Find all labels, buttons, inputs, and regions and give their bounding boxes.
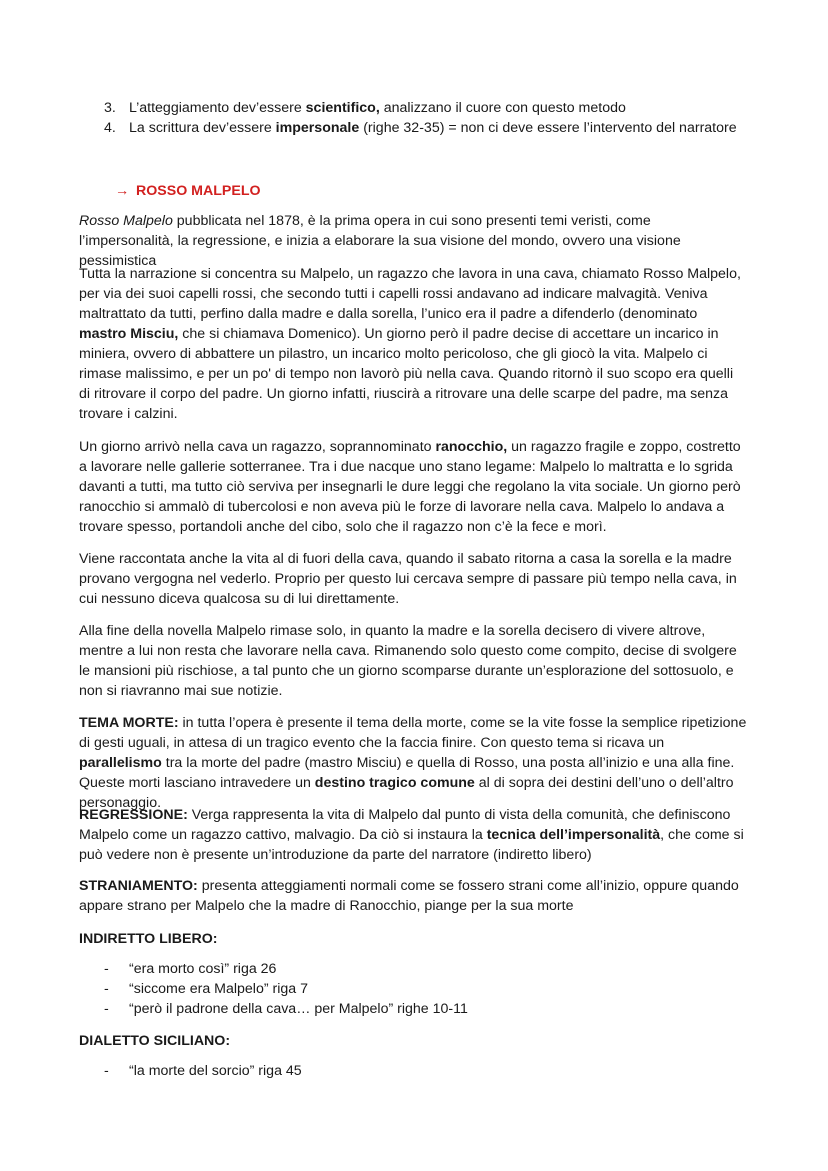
paragraph-regressione: REGRESSIONE: Verga rappresenta la vita di Malpelo dal punto di vista della comunità, che definiscono Malpelo come un ragazzo cattivo, malvagio. Da ciò si instaura la tecnica dell’impersonalità, che come si può vedere non è presente un’introduzione da parte del narratore (indiretto libero) (79, 807, 744, 863)
indiretto-libero-list (79, 959, 747, 1019)
paragraph-straniamento: STRANIAMENTO: presenta atteggiamenti normali come se fossero strani come all’inizio, oppure quando appare strano per Malpelo che la madre di Ranocchio, piange per la sua morte (79, 878, 739, 914)
list-number: 3. (104, 100, 116, 116)
list-text: “la morte del sorcio” riga 45 (129, 1063, 302, 1079)
list-text: “era morto così” riga 26 (129, 961, 277, 977)
list-text: “siccome era Malpelo” riga 7 (129, 981, 308, 997)
list-item (79, 959, 747, 979)
list-item (79, 118, 769, 138)
dash-bullet-icon: - (104, 1001, 109, 1017)
numbered-list (79, 98, 769, 138)
list-item (79, 98, 769, 118)
dash-bullet-icon: - (104, 961, 109, 977)
list-text: “però il padrone della cava… per Malpelo” righe 10-11 (129, 1001, 468, 1017)
list-item (79, 999, 747, 1019)
paragraph-outside-cava: Viene raccontata anche la vita al di fuori della cava, quando il sabato ritorna a casa la sorella e la madre provano vergogna nel vederlo. Proprio per questo lui cercava sempre di passare più tempo nella cava, in cui nessuno diceva qualcosa su di lui direttamente. (79, 551, 737, 607)
list-number: 4. (104, 120, 116, 136)
dialetto-siciliano-list (79, 1061, 747, 1081)
arrow-right-icon: → (115, 183, 130, 199)
dash-bullet-icon: - (104, 1063, 109, 1079)
paragraph-intro: Rosso Malpelo pubblicata nel 1878, è la prima opera in cui sono presenti temi veristi, come l’impersonalità, la regressione, e inizia a elaborare la sua visione del mondo, ovvero una visione pessimistica (79, 213, 681, 269)
paragraph-plot: Tutta la narrazione si concentra su Malpelo, un ragazzo che lavora in una cava, chiamato Rosso Malpelo, per via dei suoi capelli rossi, che secondo tutti i capelli rossi andavano ad indicare malvagità. Veniva maltrattato da tutti, perfino dalla madre e dalla sorella, l’unico era il padre a difenderlo (denominato mastro Misciu, che si chiamava Domenico). Un giorno però il padre decise di accettare un incarico in miniera, ovvero di abbattere un pilastro, un incarico molto pericoloso, che gli giocò la vita. Malpelo ci rimase malissimo, e per un po' di tempo non lavorò più nella cava. Quando ritornò il suo scopo era quelli di ritrovare il corpo del padre. Un giorno infatti, riuscirà a ritrovare una delle scarpe del padre, ma senza trovare i calzini. (79, 266, 741, 422)
paragraph-ending: Alla fine della novella Malpelo rimase solo, in quanto la madre e la sorella decisero di vivere altrove, mentre a lui non resta che lavorare nella cava. Rimanendo solo questo come compito, decise di svolgere le mansioni più rischiose, a tal punto che un giorno scomparse durante un’esplorazione del sottosuolo, e non si riavranno mai sue notizie. (79, 623, 737, 699)
section-heading (115, 181, 261, 201)
list-item (79, 979, 747, 999)
dialetto-siciliano-label: DIALETTO SICILIANO: (79, 1033, 231, 1049)
list-text: L’atteggiamento dev’essere scientifico, analizzano il cuore con questo metodo (129, 100, 626, 116)
list-item (79, 1061, 747, 1081)
indiretto-libero-label: INDIRETTO LIBERO: (79, 931, 218, 947)
dash-bullet-icon: - (104, 981, 109, 997)
paragraph-ranocchio: Un giorno arrivò nella cava un ragazzo, soprannominato ranocchio, un ragazzo fragile e zoppo, costretto a lavorare nelle gallerie sotterranee. Tra i due nacque uno stano legame: Malpelo lo maltratta e lo sgrida davanti a tutti, ma tutto ciò serviva per insegnarli le dure leggi che regolano la vita sociale. Un giorno però ranocchio si ammalò di tubercolosi e non aveva più le forze di lavorare nella cava. Malpelo lo andava a trovare spesso, portandoli anche del cibo, solo che il ragazzo non c’è la fece e morì. (79, 439, 741, 535)
list-text: La scrittura dev’essere impersonale (righe 32-35) = non ci deve essere l’intervento del narratore (129, 120, 737, 136)
paragraph-tema-morte: TEMA MORTE: in tutta l’opera è presente il tema della morte, come se la vite fosse la semplice ripetizione di gesti uguali, in attesa di un tragico evento che la faccia finire. Con questo tema si ricava un parallelismo tra la morte del padre (mastro Misciu) e quella di Rosso, una posta all’inizio e una alla fine. Queste morti lasciano intravedere un destino tragico comune al di sopra dei destini dell’uno o dell’altro personaggio. (79, 715, 747, 811)
section-title: ROSSO MALPELO (136, 183, 261, 199)
